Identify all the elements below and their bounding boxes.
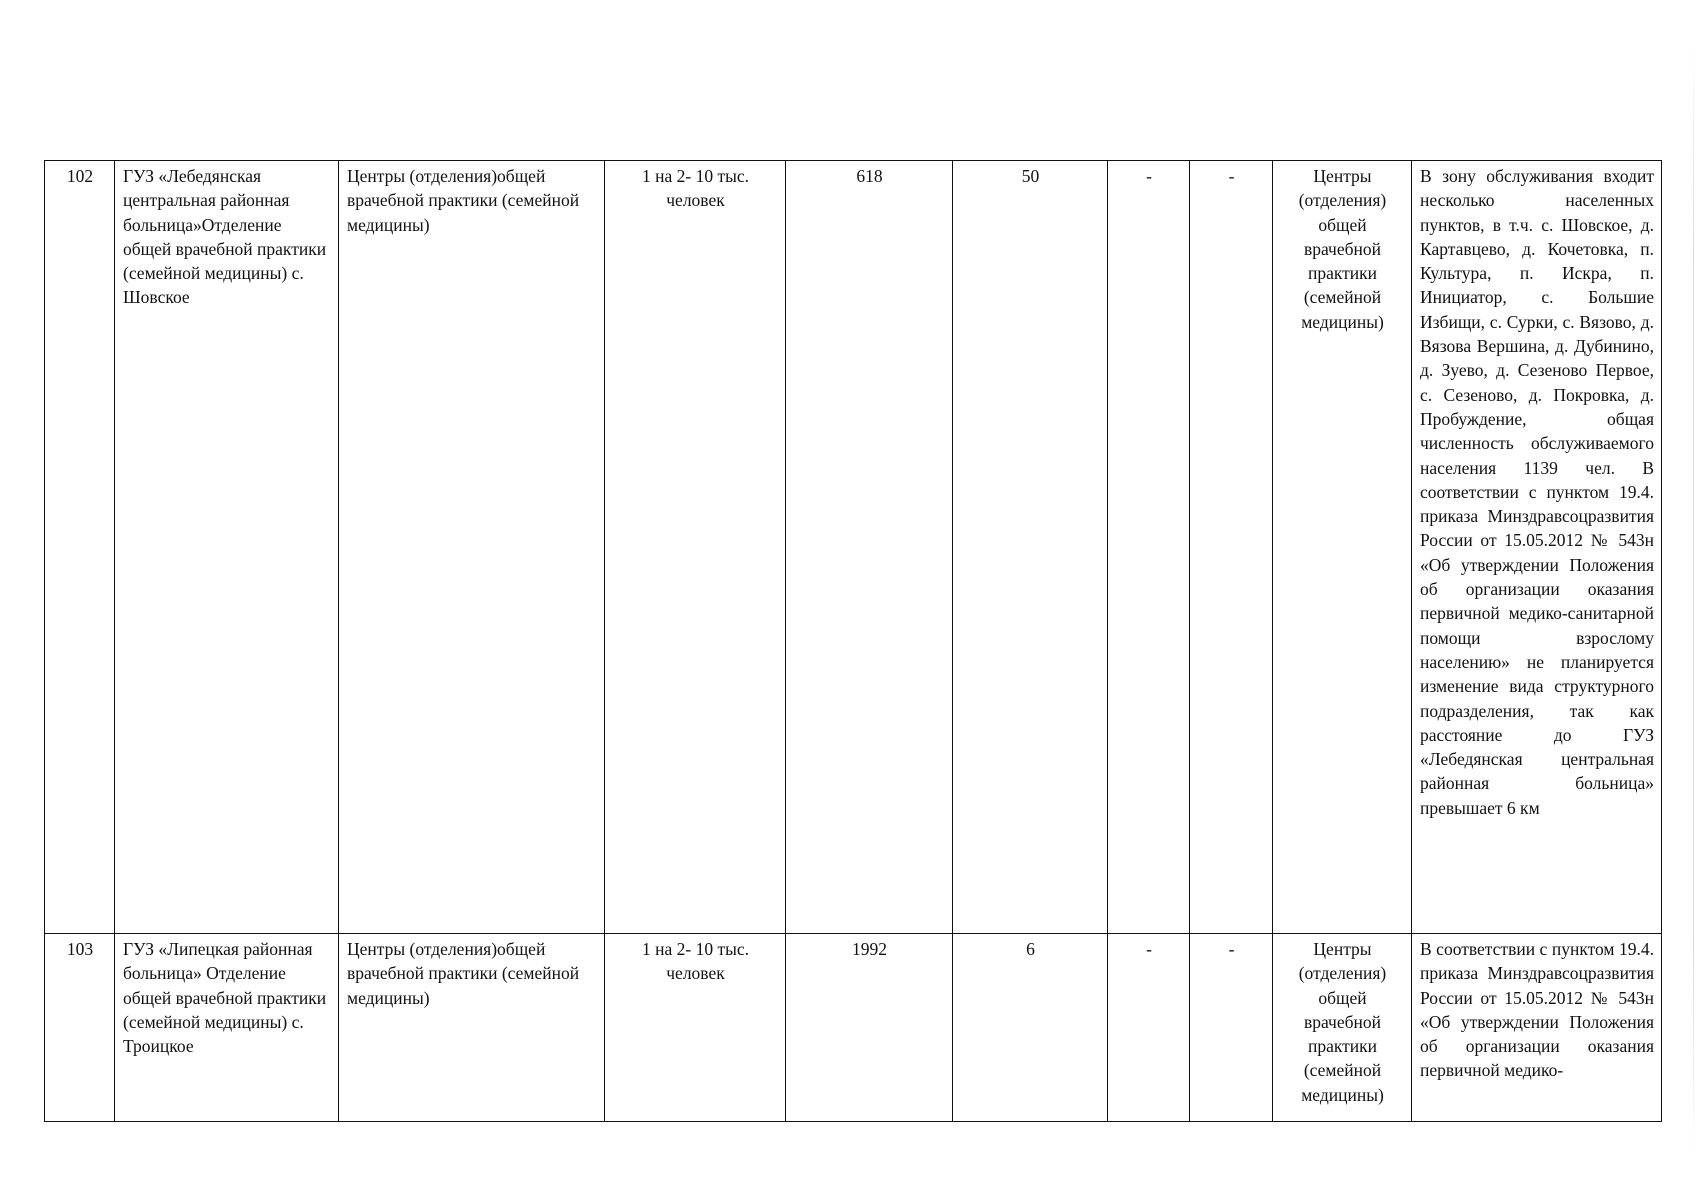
distance-value: 50 [953, 161, 1108, 934]
unit-type: Центры (отделения)общей врачебной практики (семейной медицины) [339, 934, 605, 1122]
institution-name: ГУЗ «Лебедянская центральная районная больница»Отделение общей врачебной практики (семейной медицины) с. Шовское [115, 161, 339, 934]
table-row [45, 161, 1662, 934]
unit-type: Центры (отделения)общей врачебной практики (семейной медицины) [339, 161, 605, 934]
dash-value: - [1108, 934, 1190, 1122]
population-value: 1992 [786, 934, 953, 1122]
dash-value: - [1190, 161, 1273, 934]
page-edge-shadow [1693, 40, 1694, 1160]
institution-name: ГУЗ «Липецкая районная больница» Отделение общей врачебной практики (семейной медицины) с. Троицкое [115, 934, 339, 1122]
service-norm: 1 на 2- 10 тыс. человек [605, 934, 786, 1122]
dash-value: - [1108, 161, 1190, 934]
dash-value: - [1190, 934, 1273, 1122]
justification-note: В зону обслуживания входит несколько населенных пунктов, в т.ч. с. Шовское, д. Картавцево, д. Кочетовка, п. Культура, п. Искра, п. Инициатор, с. Большие Избищи, с. Сурки, с. Вязово, д. Вязова Вершина, д. Дубинино, д. Зуево, д. Сезеново Первое, с. Сезеново, д. Покровка, д. Пробуждение, общая численность обслуживаемого населения 1139 чел. В соответствии с пунктом 19.4. приказа Минздравсоцразвития России от 15.05.2012 № 543н «Об утверждении Положения об организации оказания первичной медико-санитарной помощи взрослому населению» не планируется изменение вида структурного подразделения, так как расстояние до ГУЗ «Лебедянская центральная районная больница» превышает 6 км [1412, 161, 1662, 934]
row-number: 103 [45, 934, 115, 1122]
population-value: 618 [786, 161, 953, 934]
service-norm: 1 на 2- 10 тыс. человек [605, 161, 786, 934]
distance-value: 6 [953, 934, 1108, 1122]
proposed-unit-type: Центры (отделения) общей врачебной практики (семейной медицины) [1273, 934, 1412, 1122]
registry-table [44, 160, 1662, 1122]
justification-note: В соответствии с пунктом 19.4. приказа Минздравсоцразвития России от 15.05.2012 № 543н «Об утверждении Положения об организации оказания первичной медико- [1412, 934, 1662, 1122]
row-number: 102 [45, 161, 115, 934]
proposed-unit-type: Центры (отделения) общей врачебной практики (семейной медицины) [1273, 161, 1412, 934]
table-row [45, 934, 1662, 1122]
